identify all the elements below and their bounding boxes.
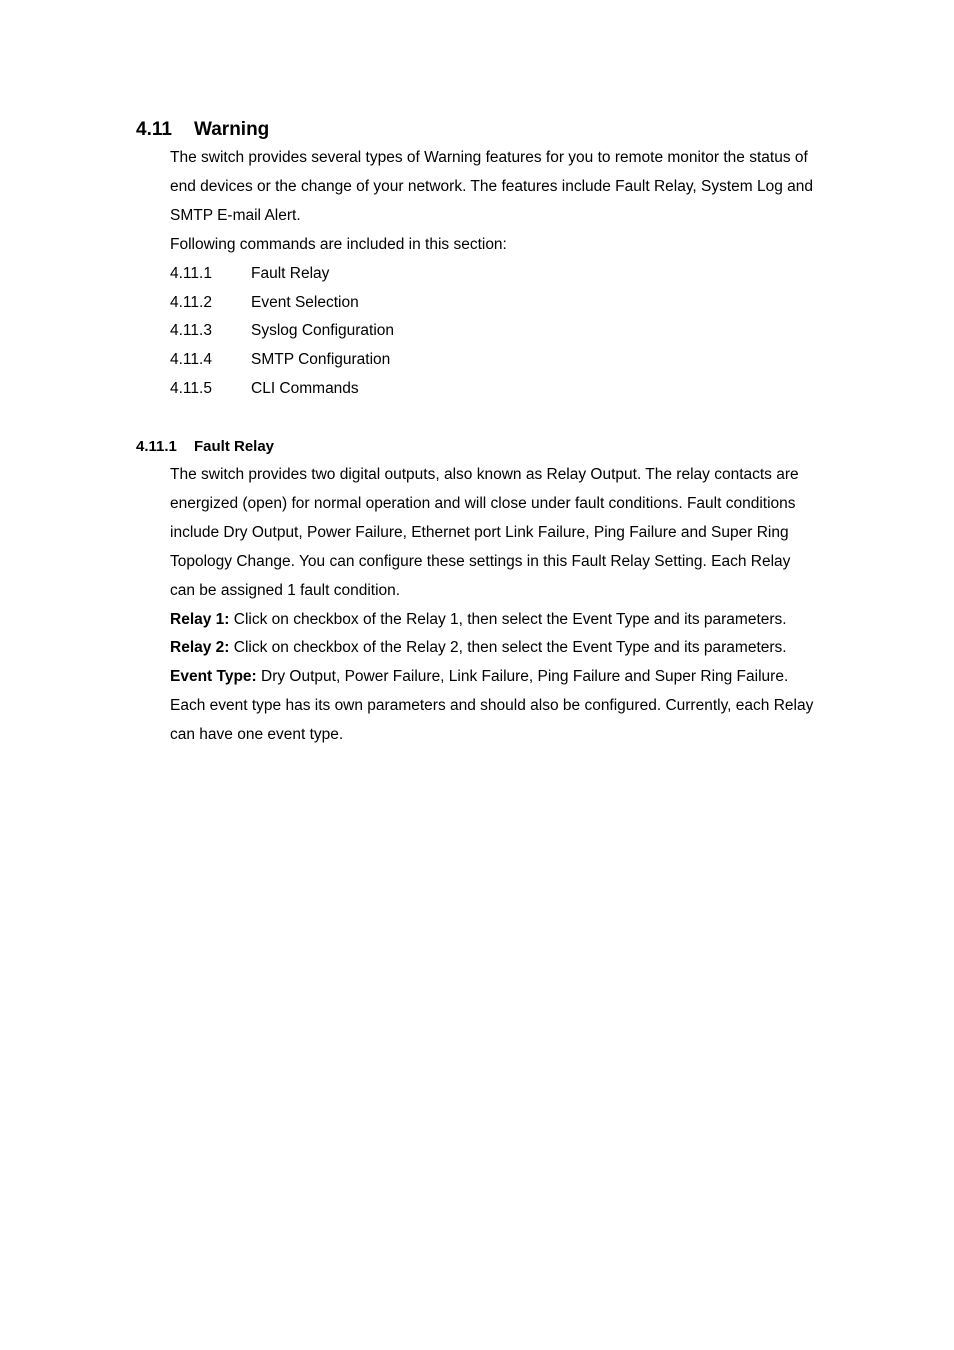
toc-item[interactable] [170, 289, 817, 318]
subsection-title: Fault Relay [194, 438, 275, 455]
section-title: Warning [194, 119, 270, 140]
toc-item[interactable] [170, 375, 817, 404]
section-list-lead: Following commands are included in this section: [170, 235, 507, 253]
toc-item-number: 4.11.5 [170, 380, 212, 398]
subsection-body [170, 461, 817, 750]
event-type-text: Dry Output, Power Failure, Link Failure, Ping Failure and Super Ring Failure. Each event type has its own parameters and should also be configured. Currently, each Relay can have one event type. [170, 668, 814, 744]
toc-item[interactable] [170, 317, 817, 346]
relay2-text: Click on checkbox of the Relay 2, then select the Event Type and its parameters. [229, 639, 787, 657]
subsection-number: 4.11.1 [136, 438, 177, 455]
subsection-heading [136, 437, 274, 457]
relay1-paragraph [170, 606, 817, 635]
toc-item-number: 4.11.4 [170, 351, 212, 369]
toc-item-title: Fault Relay [251, 264, 330, 282]
toc-item-title: CLI Commands [251, 380, 359, 398]
toc-item-title: Event Selection [251, 293, 359, 311]
toc-item[interactable] [170, 260, 817, 289]
section-intro-paragraph: The switch provides several types of Warning features for you to remote monitor the status of end devices or the change of your network. The features include Fault Relay, System Log and SMTP E-mail Alert. [170, 149, 814, 224]
relay1-label: Relay 1: [170, 610, 230, 628]
section-number: 4.11 [136, 119, 172, 140]
toc-item-number: 4.11.2 [170, 293, 212, 311]
toc-item[interactable] [170, 346, 817, 375]
toc-item-number: 4.11.1 [170, 264, 212, 282]
event-type-paragraph [170, 663, 817, 750]
relay2-paragraph [170, 634, 817, 663]
section-toc-list [170, 260, 817, 405]
section-heading [136, 118, 269, 142]
toc-item-number: 4.11.3 [170, 322, 212, 340]
relay1-text: Click on checkbox of the Relay 1, then select the Event Type and its parameters. [229, 610, 787, 628]
toc-item-title: Syslog Configuration [251, 322, 395, 340]
section-body [170, 144, 817, 404]
toc-item-title: SMTP Configuration [251, 351, 391, 369]
relay2-label: Relay 2: [170, 639, 230, 657]
event-type-label: Event Type: [170, 668, 257, 686]
fault-relay-intro-paragraph: The switch provides two digital outputs, also known as Relay Output. The relay contacts are energized (open) for normal operation and will close under fault conditions. Fault conditions include Dry Output, Power Failure, Ethernet port Link Failure, Ping Failure and Super Ring Topology Change. You can configure these settings in this Fault Relay Setting. Each Relay can be assigned 1 fault condition. [170, 466, 799, 599]
